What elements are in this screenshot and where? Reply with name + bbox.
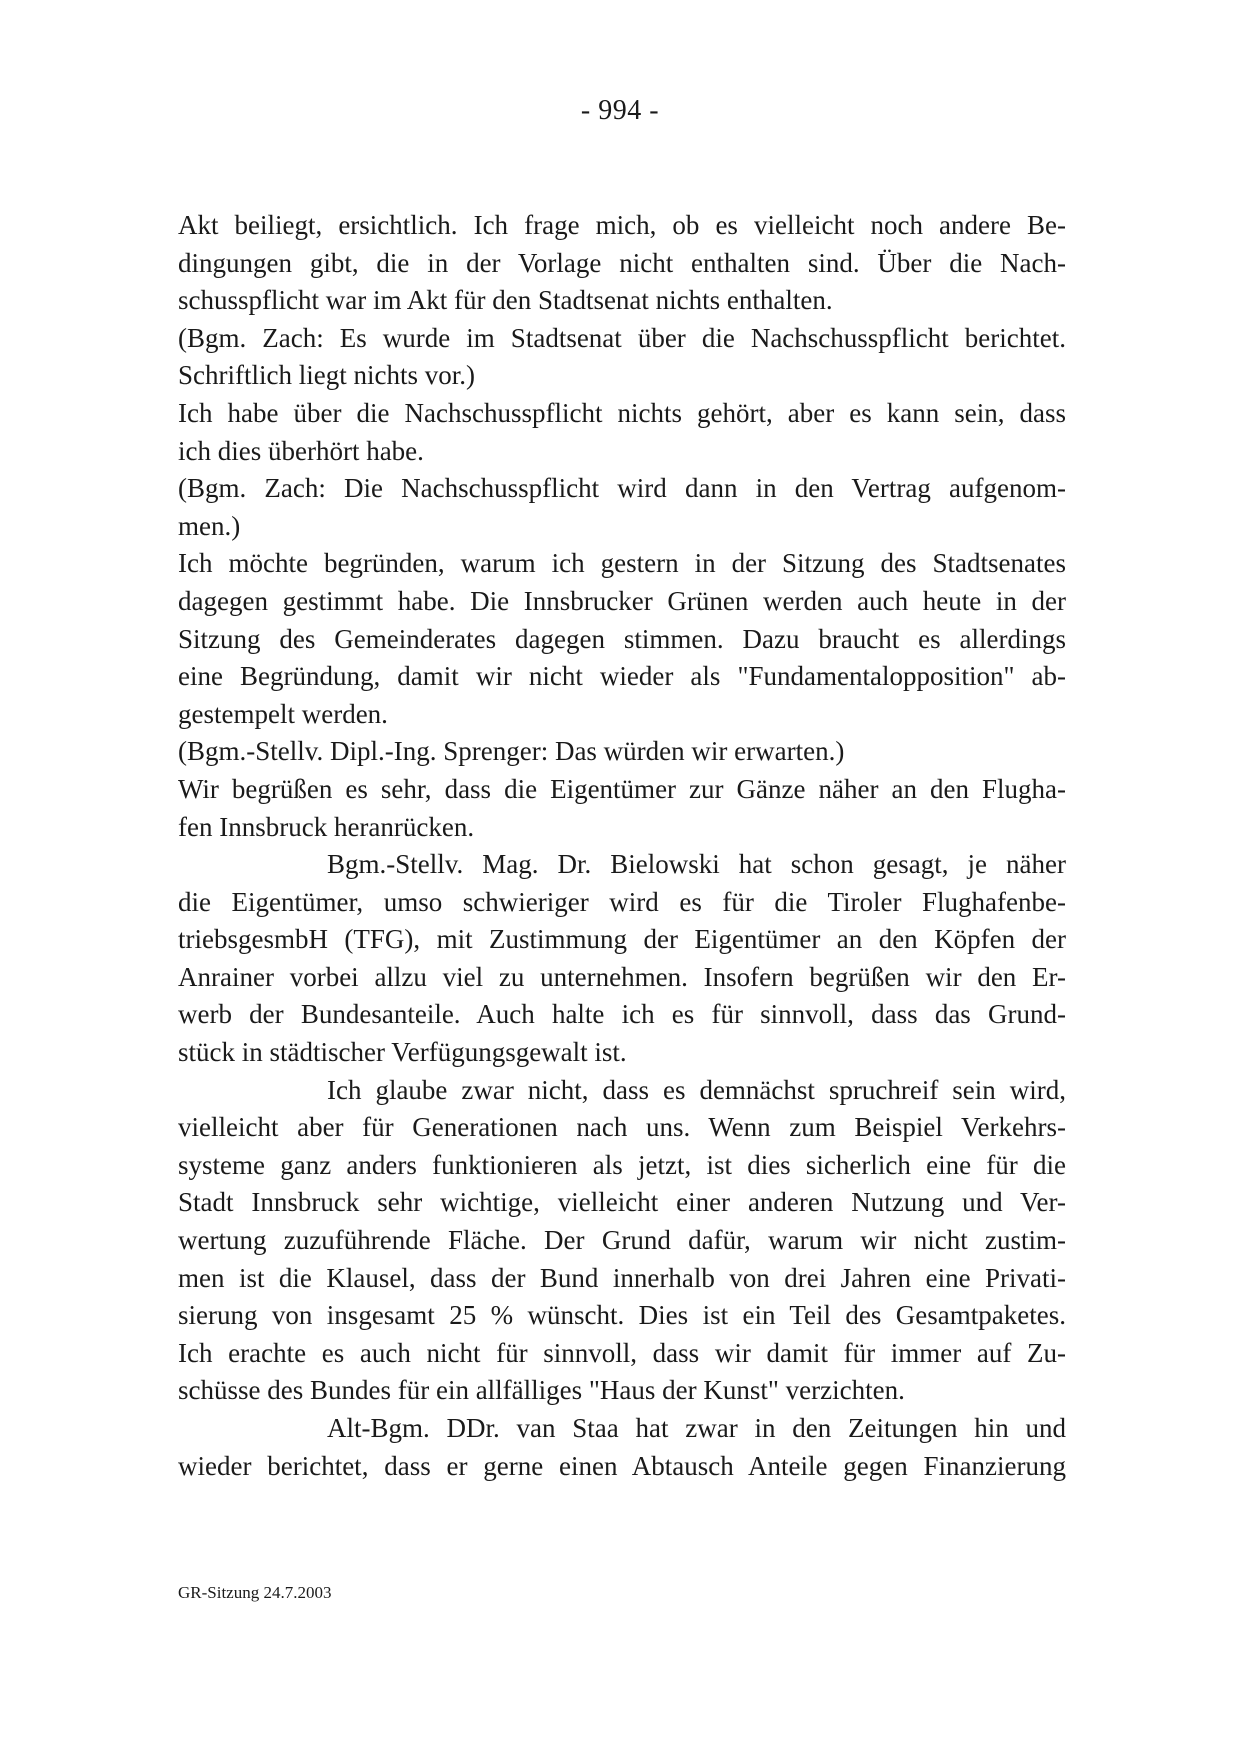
text-line: men ist die Klausel, dass der Bund innerhalb von drei Jahren eine Privati-	[178, 1262, 1066, 1293]
text-line: Ich glaube zwar nicht, dass es demnächst spruchreif sein wird,	[327, 1074, 1066, 1105]
text-line: Sitzung des Gemeinderates dagegen stimmen. Dazu braucht es allerdings	[178, 623, 1066, 654]
text-line: (Bgm. Zach: Es wurde im Stadtsenat über die Nachschusspflicht berichtet.	[178, 322, 1066, 353]
text-line: schusspflicht war im Akt für den Stadtsenat nichts enthalten.	[178, 285, 833, 316]
text-line: Schriftlich liegt nichts vor.)	[178, 360, 475, 391]
text-line: men.)	[178, 510, 241, 541]
text-line: dagegen gestimmt habe. Die Innsbrucker Grünen werden auch heute in der	[178, 585, 1066, 616]
text-line: eine Begründung, damit wir nicht wieder als "Fundamentalopposition" ab-	[178, 661, 1066, 692]
text-line: (Bgm. Zach: Die Nachschusspflicht wird dann in den Vertrag aufgenom-	[178, 473, 1066, 504]
text-line: Stadt Innsbruck sehr wichtige, vielleicht einer anderen Nutzung und Ver-	[178, 1187, 1066, 1218]
text-line: Akt beiliegt, ersichtlich. Ich frage mich, ob es vielleicht noch andere Be-	[178, 210, 1066, 240]
text-line: Wir begrüßen es sehr, dass die Eigentümer zur Gänze näher an den Flugha-	[178, 773, 1066, 804]
text-line: die Eigentümer, umso schwieriger wird es für die Tiroler Flughafenbe-	[178, 886, 1066, 917]
text-line: gestempelt werden.	[178, 698, 388, 729]
text-line: ich dies überhört habe.	[178, 435, 424, 466]
text-line: triebsgesmbH (TFG), mit Zustimmung der Eigentümer an den Köpfen der	[178, 924, 1066, 955]
body-text	[178, 207, 1066, 1485]
text-line: wieder berichtet, dass er gerne einen Abtausch Anteile gegen Finanzierung	[178, 1450, 1066, 1481]
text-line: systeme ganz anders funktionieren als jetzt, ist dies sicherlich eine für die	[178, 1149, 1066, 1180]
text-line: dingungen gibt, die in der Vorlage nicht enthalten sind. Über die Nach-	[178, 247, 1066, 278]
text-line: Ich habe über die Nachschusspflicht nichts gehört, aber es kann sein, dass	[178, 397, 1066, 428]
text-line: sierung von insgesamt 25 % wünscht. Dies ist ein Teil des Gesamtpaketes.	[178, 1300, 1066, 1331]
footer-meeting-date: GR-Sitzung 24.7.2003	[178, 1583, 332, 1602]
text-line: Alt-Bgm. DDr. van Staa hat zwar in den Zeitungen hin und	[327, 1413, 1066, 1443]
text-line: Ich möchte begründen, warum ich gestern in der Sitzung des Stadtsenates	[178, 548, 1066, 579]
text-line: fen Innsbruck heranrücken.	[178, 811, 475, 842]
text-line: Ich erachte es auch nicht für sinnvoll, dass wir damit für immer auf Zu-	[178, 1337, 1066, 1368]
text-line: werb der Bundesanteile. Auch halte ich es für sinnvoll, dass das Grund-	[178, 999, 1066, 1030]
text-line: stück in städtischer Verfügungsgewalt ist.	[178, 1037, 627, 1068]
page-number: - 994 -	[580, 95, 660, 126]
text-line: vielleicht aber für Generationen nach uns. Wenn zum Beispiel Verkehrs-	[178, 1112, 1066, 1143]
text-line: Bgm.-Stellv. Mag. Dr. Bielowski hat schon gesagt, je näher	[327, 849, 1066, 880]
text-line: Anrainer vorbei allzu viel zu unternehmen. Insofern begrüßen wir den Er-	[178, 961, 1066, 992]
text-line: (Bgm.-Stellv. Dipl.-Ing. Sprenger: Das würden wir erwarten.)	[178, 736, 845, 767]
text-line: schüsse des Bundes für ein allfälliges "Haus der Kunst" verzichten.	[178, 1375, 905, 1406]
text-line: wertung zuzuführende Fläche. Der Grund dafür, warum wir nicht zustim-	[178, 1225, 1066, 1256]
